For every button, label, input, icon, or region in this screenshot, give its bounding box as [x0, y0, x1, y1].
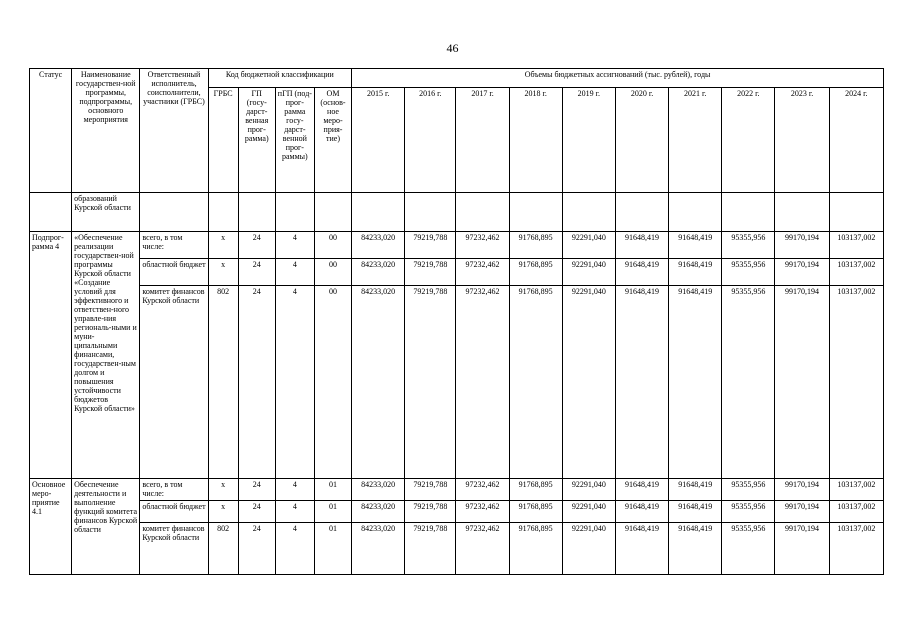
- value-cell: 92291,040: [562, 523, 615, 575]
- value-cell: 79219,788: [405, 232, 456, 259]
- value-cell: 91648,419: [615, 232, 668, 259]
- value-cell: 95355,956: [722, 523, 775, 575]
- value-cell: 91768,895: [509, 501, 562, 523]
- pgp-cell: 4: [275, 523, 314, 575]
- value-cell: 103137,002: [829, 286, 883, 479]
- value-cell: 99170,194: [775, 232, 829, 259]
- value-cell: 95355,956: [722, 232, 775, 259]
- header-year: 2018 г.: [509, 88, 562, 193]
- header-year: 2020 г.: [615, 88, 668, 193]
- code-cell: [275, 193, 314, 232]
- value-cell: 103137,002: [829, 523, 883, 575]
- value-cell: 79219,788: [405, 286, 456, 479]
- value-cell: 84233,020: [352, 286, 405, 479]
- value-cell: 99170,194: [775, 286, 829, 479]
- value-cell: 91648,419: [615, 479, 668, 501]
- value-cell: [405, 193, 456, 232]
- header-year: 2019 г.: [562, 88, 615, 193]
- value-cell: 91768,895: [509, 259, 562, 286]
- header-pgp: пГП (под-прог-рамма госу-дарст-венной прог-раммы): [275, 88, 314, 193]
- header-status: Статус: [30, 69, 72, 193]
- value-cell: 91648,419: [669, 259, 722, 286]
- gp-cell: 24: [238, 259, 275, 286]
- value-cell: 97232,462: [456, 479, 509, 501]
- value-cell: 91648,419: [615, 286, 668, 479]
- value-cell: 91768,895: [509, 232, 562, 259]
- value-cell: [456, 193, 509, 232]
- name-cell: образований Курской области: [72, 193, 140, 232]
- header-om: ОМ (основ-ное меро-прия-тие): [314, 88, 351, 193]
- value-cell: 91768,895: [509, 286, 562, 479]
- header-year: 2022 г.: [722, 88, 775, 193]
- value-cell: 97232,462: [456, 259, 509, 286]
- value-cell: [775, 193, 829, 232]
- value-cell: 91648,419: [669, 286, 722, 479]
- value-cell: 91648,419: [669, 501, 722, 523]
- value-cell: 91768,895: [509, 523, 562, 575]
- value-cell: 99170,194: [775, 479, 829, 501]
- table-row: [30, 501, 884, 523]
- value-cell: 84233,020: [352, 259, 405, 286]
- executor-cell: комитет финансов Курской области: [140, 523, 208, 575]
- table-row: [30, 523, 884, 575]
- code-cell: [238, 193, 275, 232]
- value-cell: 91648,419: [615, 501, 668, 523]
- value-cell: [562, 193, 615, 232]
- value-cell: 99170,194: [775, 259, 829, 286]
- header-volumes-group: Объемы бюджетных ассигнований (тыс. рублей), годы: [352, 69, 884, 88]
- header-year: 2017 г.: [456, 88, 509, 193]
- executor-cell: областной бюджет: [140, 259, 208, 286]
- executor-cell: всего, в том числе:: [140, 232, 208, 259]
- om-cell: 00: [314, 232, 351, 259]
- om-cell: 00: [314, 286, 351, 479]
- executor-cell: комитет финансов Курской области: [140, 286, 208, 479]
- pgp-cell: 4: [275, 286, 314, 479]
- value-cell: 103137,002: [829, 501, 883, 523]
- gp-cell: 24: [238, 523, 275, 575]
- page-number: 46: [446, 41, 459, 55]
- code-cell: [208, 193, 238, 232]
- value-cell: 97232,462: [456, 523, 509, 575]
- pgp-cell: 4: [275, 501, 314, 523]
- value-cell: 91648,419: [615, 259, 668, 286]
- value-cell: [615, 193, 668, 232]
- pgp-cell: 4: [275, 259, 314, 286]
- budget-table: [29, 68, 884, 575]
- header-grbs: ГРБС: [208, 88, 238, 193]
- executor-cell: областной бюджет: [140, 501, 208, 523]
- value-cell: 92291,040: [562, 259, 615, 286]
- header-name: Наименование государствен-ной программы, подпрограммы, основного мероприятия: [72, 69, 140, 193]
- gp-cell: 24: [238, 479, 275, 501]
- value-cell: 99170,194: [775, 501, 829, 523]
- om-cell: 00: [314, 259, 351, 286]
- value-cell: [829, 193, 883, 232]
- value-cell: 84233,020: [352, 501, 405, 523]
- value-cell: 92291,040: [562, 501, 615, 523]
- pgp-cell: 4: [275, 232, 314, 259]
- om-cell: 01: [314, 523, 351, 575]
- pgp-cell: 4: [275, 479, 314, 501]
- header-year: 2023 г.: [775, 88, 829, 193]
- value-cell: 92291,040: [562, 479, 615, 501]
- executor-cell: всего, в том числе:: [140, 479, 208, 501]
- value-cell: 103137,002: [829, 259, 883, 286]
- status-cell: Подпрог-рамма 4: [30, 232, 72, 479]
- header-row-1: [30, 69, 884, 88]
- value-cell: 97232,462: [456, 232, 509, 259]
- value-cell: 91648,419: [615, 523, 668, 575]
- status-cell: [30, 193, 72, 232]
- header-year: 2016 г.: [405, 88, 456, 193]
- grbs-cell: 802: [208, 523, 238, 575]
- value-cell: [352, 193, 405, 232]
- header-year: 2015 г.: [352, 88, 405, 193]
- header-code-group: Код бюджетной классификации: [208, 69, 352, 88]
- value-cell: 84233,020: [352, 523, 405, 575]
- code-cell: [314, 193, 351, 232]
- grbs-cell: х: [208, 232, 238, 259]
- gp-cell: 24: [238, 286, 275, 479]
- header-year: 2024 г.: [829, 88, 883, 193]
- name-cell: Обеспечение деятельности и выполнение функций комитета финансов Курской области: [72, 479, 140, 575]
- value-cell: [509, 193, 562, 232]
- om-cell: 01: [314, 501, 351, 523]
- value-cell: 99170,194: [775, 523, 829, 575]
- value-cell: 92291,040: [562, 286, 615, 479]
- header-gp: ГП (госу-дарст-венная прог-рамма): [238, 88, 275, 193]
- header-executor: Ответственный исполнитель, соисполнители, участники (ГРБС): [140, 69, 208, 193]
- gp-cell: 24: [238, 501, 275, 523]
- status-cell: Основное меро-приятие 4.1: [30, 479, 72, 575]
- grbs-cell: х: [208, 259, 238, 286]
- value-cell: 84233,020: [352, 232, 405, 259]
- om-cell: 01: [314, 479, 351, 501]
- table-row: [30, 286, 884, 479]
- table-row: [30, 193, 884, 232]
- value-cell: 91648,419: [669, 523, 722, 575]
- value-cell: 84233,020: [352, 479, 405, 501]
- value-cell: 79219,788: [405, 501, 456, 523]
- value-cell: 97232,462: [456, 286, 509, 479]
- value-cell: 92291,040: [562, 232, 615, 259]
- table-row: [30, 232, 884, 259]
- value-cell: 103137,002: [829, 479, 883, 501]
- value-cell: [722, 193, 775, 232]
- table-row: [30, 479, 884, 501]
- header-year: 2021 г.: [669, 88, 722, 193]
- value-cell: 79219,788: [405, 259, 456, 286]
- value-cell: 91768,895: [509, 479, 562, 501]
- value-cell: 79219,788: [405, 479, 456, 501]
- value-cell: 103137,002: [829, 232, 883, 259]
- grbs-cell: х: [208, 479, 238, 501]
- value-cell: 95355,956: [722, 501, 775, 523]
- name-cell: «Обеспечение реализации государствен-ной программы Курской области «Создание условий для эффективного и ответствен-ного управле-ния региональ-ными и муни-ципальными финансами, государствен-ным долгом и повышения устойчивости бюджетов Курской области»: [72, 232, 140, 479]
- value-cell: 95355,956: [722, 259, 775, 286]
- value-cell: 91648,419: [669, 232, 722, 259]
- value-cell: 95355,956: [722, 479, 775, 501]
- value-cell: 79219,788: [405, 523, 456, 575]
- gp-cell: 24: [238, 232, 275, 259]
- table-row: [30, 259, 884, 286]
- value-cell: [669, 193, 722, 232]
- executor-cell: [140, 193, 208, 232]
- value-cell: 95355,956: [722, 286, 775, 479]
- grbs-cell: х: [208, 501, 238, 523]
- grbs-cell: 802: [208, 286, 238, 479]
- value-cell: 97232,462: [456, 501, 509, 523]
- value-cell: 91648,419: [669, 479, 722, 501]
